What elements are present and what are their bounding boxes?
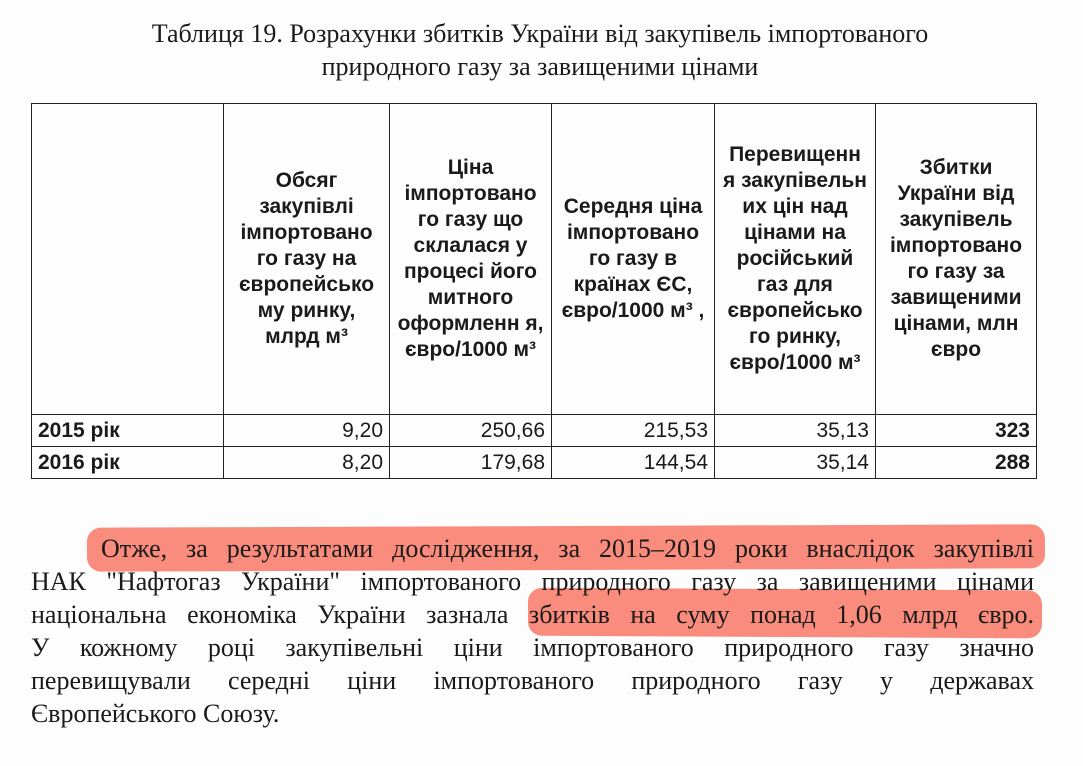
table-row — [32, 415, 1037, 447]
header-volume: Обсяг закупівлі імпортовано го газу на європейсько му ринку, млрд м³ — [224, 104, 390, 415]
cell-price-excess: 35,14 — [715, 447, 876, 479]
table-row — [32, 447, 1037, 479]
header-price-excess: Перевищенн я закупівельн их цін над цінами на російський газ для європейсько го ринку, євро/1000 м³ — [715, 104, 876, 415]
paragraph-line: У кожному році закупівельні ціни імпортованого природного газу значно — [31, 633, 1034, 662]
header-eu-average-price: Середня ціна імпортовано го газу в країнах ЄС, євро/1000 м³ , — [552, 104, 715, 415]
cell-losses: 323 — [876, 415, 1037, 447]
cell-volume: 8,20 — [224, 447, 390, 479]
paragraph-line: Отже, за результатами дослідження, за 2015–2019 роки внаслідок закупівлі — [101, 534, 1034, 563]
row-label: 2015 рік — [32, 415, 224, 447]
cell-import-price: 250,66 — [390, 415, 552, 447]
paragraph-line: Європейського Союзу. — [31, 699, 280, 728]
row-label: 2016 рік — [32, 447, 224, 479]
paragraph-line: національна економіка України зазнала збитків на суму понад 1,06 млрд євро. — [31, 600, 1034, 629]
table-header-row — [32, 104, 1037, 415]
table-caption-line-2: природного газу за завищеними цінами — [321, 52, 759, 81]
conclusion-paragraph — [31, 533, 1034, 731]
header-empty — [32, 104, 224, 415]
cell-losses: 288 — [876, 447, 1037, 479]
cell-import-price: 179,68 — [390, 447, 552, 479]
paragraph-line: НАК "Нафтогаз України" імпортованого природного газу за завищеними цінами — [31, 567, 1034, 596]
cell-eu-average-price: 144,54 — [552, 447, 715, 479]
cell-price-excess: 35,13 — [715, 415, 876, 447]
losses-table — [31, 103, 1037, 479]
header-import-price: Ціна імпортовано го газу що склалася у процесі його митного оформленн я, євро/1000 м³ — [390, 104, 552, 415]
table-caption-line-1: Таблиця 19. Розрахунки збитків України від закупівель імпортованого — [151, 19, 929, 48]
cell-eu-average-price: 215,53 — [552, 415, 715, 447]
paragraph-line: перевищували середні ціни імпортованого природного газу у державах — [31, 666, 1034, 695]
header-losses: Збитки України від закупівель імпортовано го газу за завищеними цінами, млн євро — [876, 104, 1037, 415]
cell-volume: 9,20 — [224, 415, 390, 447]
